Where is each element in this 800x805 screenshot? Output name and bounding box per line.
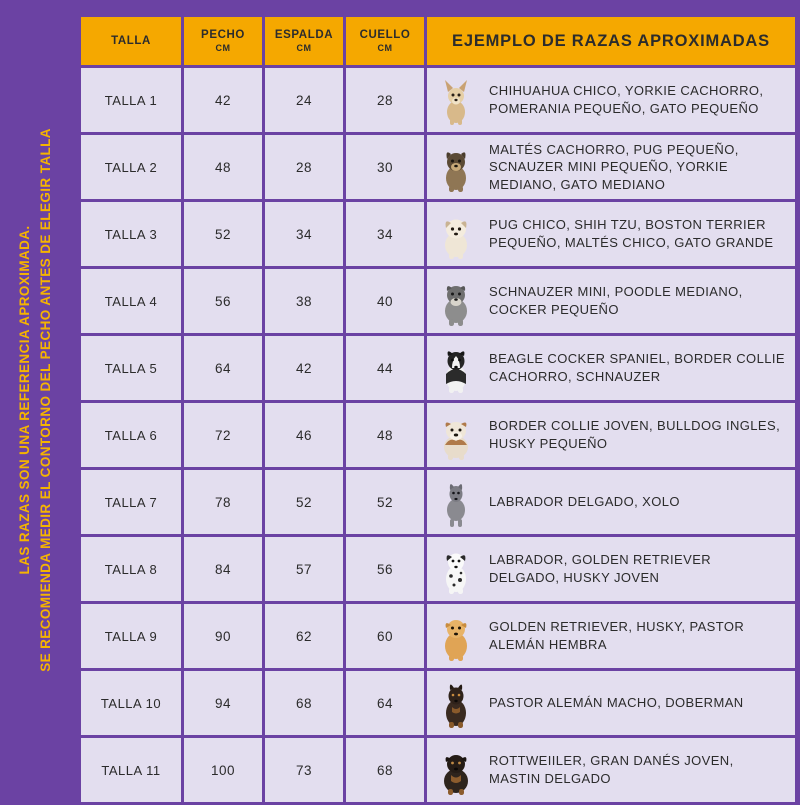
cell-espalda: 38 bbox=[265, 269, 343, 333]
chihuahua-icon bbox=[433, 74, 479, 126]
table-row bbox=[81, 403, 795, 467]
cell-talla: TALLA 1 bbox=[81, 68, 181, 132]
header-cuello-unit: CM bbox=[377, 43, 393, 54]
breed-text: LABRADOR, GOLDEN RETRIEVER DELGADO, HUSKY JOVEN bbox=[489, 552, 712, 585]
header-talla bbox=[81, 17, 181, 65]
cell-espalda: 42 bbox=[265, 336, 343, 400]
cell-espalda: 46 bbox=[265, 403, 343, 467]
border-collie-icon bbox=[433, 342, 479, 394]
cell-breeds bbox=[427, 537, 795, 601]
cell-breeds bbox=[427, 403, 795, 467]
table-header bbox=[81, 17, 795, 65]
cell-breeds bbox=[427, 135, 795, 199]
table-row bbox=[81, 68, 795, 132]
cell-cuello: 48 bbox=[346, 403, 424, 467]
cell-cuello: 56 bbox=[346, 537, 424, 601]
header-pecho-label: PECHO bbox=[201, 28, 245, 41]
cell-pecho: 64 bbox=[184, 336, 262, 400]
table-row bbox=[81, 671, 795, 735]
header-breeds-label: EJEMPLO DE RAZAS APROXIMADAS bbox=[452, 31, 770, 50]
table-row bbox=[81, 269, 795, 333]
cell-breeds bbox=[427, 269, 795, 333]
cell-pecho: 94 bbox=[184, 671, 262, 735]
cell-talla: TALLA 7 bbox=[81, 470, 181, 534]
cell-espalda: 57 bbox=[265, 537, 343, 601]
table-row bbox=[81, 604, 795, 668]
yorkie-icon bbox=[433, 141, 479, 193]
header-breeds bbox=[427, 17, 795, 65]
table-row bbox=[81, 336, 795, 400]
cell-breeds bbox=[427, 671, 795, 735]
cell-talla: TALLA 8 bbox=[81, 537, 181, 601]
cell-cuello: 64 bbox=[346, 671, 424, 735]
size-table-wrap bbox=[78, 14, 786, 786]
cell-breeds bbox=[427, 202, 795, 266]
table-body bbox=[81, 68, 795, 802]
cell-talla: TALLA 3 bbox=[81, 202, 181, 266]
disclaimer-note bbox=[0, 0, 72, 800]
cell-cuello: 68 bbox=[346, 738, 424, 802]
cell-talla: TALLA 4 bbox=[81, 269, 181, 333]
table-row bbox=[81, 202, 795, 266]
cell-espalda: 24 bbox=[265, 68, 343, 132]
bulldog-icon bbox=[433, 409, 479, 461]
breed-text: ROTTWEIILER, GRAN DANÉS JOVEN, MASTIN DELGADO bbox=[489, 753, 734, 786]
cell-talla: TALLA 11 bbox=[81, 738, 181, 802]
breed-text: MALTÉS CACHORRO, PUG PEQUEÑO, SCNAUZER MINI PEQUEÑO, YORKIE MEDIANO, GATO MEDIANO bbox=[489, 141, 739, 192]
header-cuello-label: CUELLO bbox=[359, 28, 411, 41]
cell-pecho: 100 bbox=[184, 738, 262, 802]
cell-espalda: 52 bbox=[265, 470, 343, 534]
header-row bbox=[81, 17, 795, 65]
cell-cuello: 60 bbox=[346, 604, 424, 668]
breed-text: BEAGLE COCKER SPANIEL, BORDER COLLIE CACHORRO, SCHNAUZER bbox=[489, 351, 785, 384]
header-cuello bbox=[346, 17, 424, 65]
schnauzer-icon bbox=[433, 275, 479, 327]
header-espalda-label: ESPALDA bbox=[274, 28, 334, 41]
table-row bbox=[81, 135, 795, 199]
table-row bbox=[81, 537, 795, 601]
dalmatian-icon bbox=[433, 543, 479, 595]
cell-breeds bbox=[427, 470, 795, 534]
shihtzu-icon bbox=[433, 208, 479, 260]
cell-cuello: 52 bbox=[346, 470, 424, 534]
table-row bbox=[81, 470, 795, 534]
cell-talla: TALLA 2 bbox=[81, 135, 181, 199]
cell-cuello: 30 bbox=[346, 135, 424, 199]
cell-pecho: 84 bbox=[184, 537, 262, 601]
breed-text: PUG CHICO, SHIH TZU, BOSTON TERRIER PEQUEÑO, MALTÉS CHICO, GATO GRANDE bbox=[489, 217, 774, 250]
doberman-icon bbox=[433, 677, 479, 729]
cell-espalda: 62 bbox=[265, 604, 343, 668]
cell-pecho: 42 bbox=[184, 68, 262, 132]
cell-cuello: 40 bbox=[346, 269, 424, 333]
header-pecho-unit: CM bbox=[215, 43, 231, 54]
table-row bbox=[81, 738, 795, 802]
cell-cuello: 28 bbox=[346, 68, 424, 132]
breed-text: CHIHUAHUA CHICO, YORKIE CACHORRO, POMERANIA PEQUEÑO, GATO PEQUEÑO bbox=[489, 83, 764, 116]
cell-pecho: 90 bbox=[184, 604, 262, 668]
cell-pecho: 52 bbox=[184, 202, 262, 266]
breed-text: GOLDEN RETRIEVER, HUSKY, PASTOR ALEMÁN HEMBRA bbox=[489, 619, 745, 652]
cell-talla: TALLA 6 bbox=[81, 403, 181, 467]
size-table bbox=[78, 14, 798, 805]
cell-espalda: 28 bbox=[265, 135, 343, 199]
cell-cuello: 34 bbox=[346, 202, 424, 266]
cell-pecho: 48 bbox=[184, 135, 262, 199]
cell-breeds bbox=[427, 604, 795, 668]
header-talla-label: TALLA bbox=[111, 34, 151, 47]
cell-breeds bbox=[427, 68, 795, 132]
header-espalda bbox=[265, 17, 343, 65]
cell-breeds bbox=[427, 336, 795, 400]
cell-cuello: 44 bbox=[346, 336, 424, 400]
cell-talla: TALLA 10 bbox=[81, 671, 181, 735]
cell-talla: TALLA 9 bbox=[81, 604, 181, 668]
rottweiler-icon bbox=[433, 744, 479, 796]
cell-pecho: 78 bbox=[184, 470, 262, 534]
cell-talla: TALLA 5 bbox=[81, 336, 181, 400]
xolo-icon bbox=[433, 476, 479, 528]
golden-retriever-icon bbox=[433, 610, 479, 662]
cell-espalda: 34 bbox=[265, 202, 343, 266]
breed-text: LABRADOR DELGADO, XOLO bbox=[489, 494, 680, 510]
breed-text: BORDER COLLIE JOVEN, BULLDOG INGLES, HUSKY PEQUEÑO bbox=[489, 418, 781, 451]
cell-espalda: 73 bbox=[265, 738, 343, 802]
breed-text: SCHNAUZER MINI, POODLE MEDIANO, COCKER PEQUEÑO bbox=[489, 284, 743, 317]
cell-espalda: 68 bbox=[265, 671, 343, 735]
disclaimer-line-1: LAS RAZAS SON UNA REFERENCIA APROXIMADA. bbox=[17, 225, 33, 575]
breed-text: PASTOR ALEMÁN MACHO, DOBERMAN bbox=[489, 695, 744, 711]
header-pecho bbox=[184, 17, 262, 65]
cell-breeds bbox=[427, 738, 795, 802]
header-espalda-unit: CM bbox=[296, 43, 312, 54]
cell-pecho: 72 bbox=[184, 403, 262, 467]
disclaimer-line-2: SE RECOMIENDA MEDIR EL CONTORNO DEL PECHO ANTES DE ELEGIR TALLA bbox=[38, 128, 53, 672]
cell-pecho: 56 bbox=[184, 269, 262, 333]
